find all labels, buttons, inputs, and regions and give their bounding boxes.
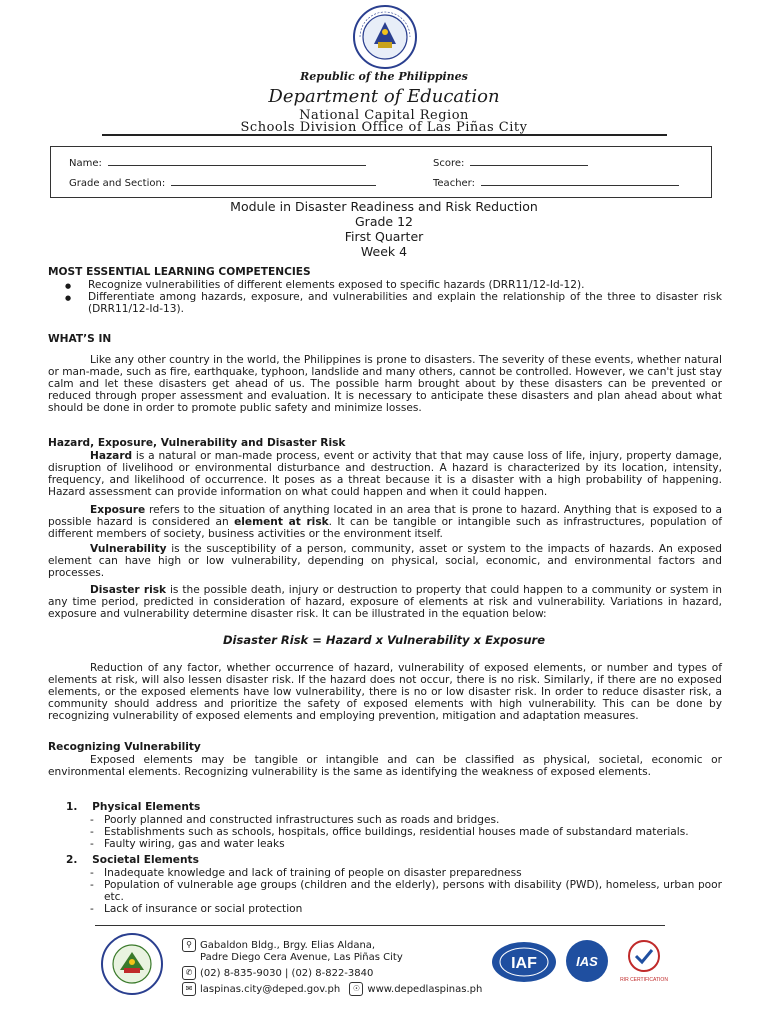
list-item: - Establishments such as schools, hospitals, office buildings, residential houses made of substandard materials. <box>48 826 722 838</box>
ias-logo <box>562 938 612 984</box>
teacher-label: Teacher: <box>433 178 475 189</box>
iaf-label: IAF <box>511 955 537 972</box>
rir-certification-logo <box>618 938 670 984</box>
footer-address <box>182 938 375 952</box>
footer-address-2: Padre Diego Cera Avenue, Las Piñas City <box>200 952 403 963</box>
footer-phone <box>182 966 373 980</box>
grade-title: Grade 12 <box>355 214 413 229</box>
footer-contacts <box>182 982 482 996</box>
grade-section-field[interactable] <box>69 176 376 189</box>
footer-divider <box>95 925 665 926</box>
physical-heading-text: Physical Elements <box>92 801 201 813</box>
teacher-field[interactable] <box>433 176 679 189</box>
list-number: 2. <box>66 854 78 866</box>
student-info-box <box>50 146 712 198</box>
element-at-risk-term: element at risk <box>234 516 329 529</box>
score-label: Score: <box>433 158 465 169</box>
score-field[interactable] <box>433 156 588 169</box>
module-title: Module in Disaster Readiness and Risk Reduction <box>230 199 538 214</box>
exposure-term: Exposure <box>90 504 146 516</box>
score-blank[interactable] <box>470 156 588 166</box>
recognizing-heading: Recognizing Vulnerability <box>48 741 201 753</box>
grade-section-blank[interactable] <box>171 176 376 186</box>
vulnerability-paragraph <box>48 543 722 579</box>
melc-heading: MOST ESSENTIAL LEARNING COMPETENCIES <box>48 266 311 278</box>
disaster-risk-term: Disaster risk <box>90 584 167 596</box>
societal-heading-text: Societal Elements <box>92 854 199 866</box>
melc-list <box>48 279 722 315</box>
iaf-logo <box>490 940 558 984</box>
deped-seal-logo <box>352 4 418 70</box>
list-number: 1. <box>66 801 78 813</box>
physical-elements-list <box>48 814 722 850</box>
week-title: Week 4 <box>360 244 408 259</box>
teacher-blank[interactable] <box>481 176 679 186</box>
disaster-risk-definition: is the possible death, injury or destruction to property that could happen to a community or system in any time period, predicted in consideration of hazard, exposure of elements at risk and vulnerability. Variations in hazard, exposure and vulnerability determine disaster risk. It can be illustrated in the equation below: <box>48 584 722 621</box>
email-icon: ✉ <box>182 982 196 996</box>
list-item: - Poorly planned and constructed infrastructures such as roads and bridges. <box>48 814 722 826</box>
disaster-risk-equation: Disaster Risk = Hazard x Vulnerability x Exposure <box>222 633 545 647</box>
recognizing-paragraph: Exposed elements may be tangible or intangible and can be classified as physical, societal, economic or environmental elements. Recognizing vulnerability is the same as identifying the weakness of exposed elements. <box>48 754 722 779</box>
societal-elements-list <box>48 867 722 915</box>
disaster-risk-paragraph <box>48 584 722 620</box>
melc-item: ● Recognize vulnerabilities of different elements exposed to specific hazards (DRR11/12-Id-12). <box>48 279 722 291</box>
phone-icon: ✆ <box>182 966 196 980</box>
melc-item: ● Differentiate among hazards, exposure, and vulnerabilities and explain the relationship of the three to disaster risk (DRR11/12-Id-13). <box>48 291 722 315</box>
vulnerability-definition: is the susceptibility of a person, community, asset or system to the impacts of hazards. An exposed element can have high or low vulnerability, depending on physical, social, economic, and environmental factors and processes. <box>48 543 722 580</box>
region-heading: National Capital Region <box>299 108 469 123</box>
physical-elements-heading <box>66 801 200 813</box>
hazard-paragraph <box>48 450 722 498</box>
website-link[interactable]: www.depedlaspinas.ph <box>367 984 483 995</box>
globe-icon: ☉ <box>349 982 363 996</box>
header-divider <box>102 134 667 136</box>
ias-label: IAS <box>576 954 598 969</box>
location-icon: ⚲ <box>182 938 196 952</box>
address-line-1: Gabaldon Bldg., Brgy. Elias Aldana, <box>200 940 376 951</box>
list-item: - Population of vulnerable age groups (children and the elderly), persons with disability (PWD), homeless, urban poor etc. <box>48 879 722 903</box>
department-heading: Department of Education <box>268 86 500 107</box>
division-heading: Schools Division Office of Las Piñas City <box>240 120 528 135</box>
reduction-paragraph: Reduction of any factor, whether occurrence of hazard, vulnerability of exposed elements, or number and types of elements at risk, will also lessen disaster risk. If the hazard does not occur, there is no risk. Similarly, if there are no exposed elements, or the exposed elements have low vulnerability, there is no or low disaster risk. In order to reduce disaster risk, a community should address and prioritize the safety of exposed elements with high vulnerability. This can be done by recognizing vulnerability of exposed elements and employing prevention, mitigation and adaptation measures. <box>48 662 722 723</box>
list-item: - Inadequate knowledge and lack of training of people on disaster preparedness <box>48 867 722 879</box>
name-label: Name: <box>69 158 102 169</box>
division-seal-logo <box>100 932 164 996</box>
list-item: - Faulty wiring, gas and water leaks <box>48 838 722 850</box>
exposure-definition-cont: . It can be tangible or intangible such as infrastructures, population of different members of society, business activities or the environment itself. <box>48 516 722 541</box>
quarter-title: First Quarter <box>344 229 424 244</box>
republic-heading: Republic of the Philippines <box>300 70 468 83</box>
name-field[interactable] <box>69 156 366 169</box>
exposure-definition: refers to the situation of anything located in an area that is prone to hazard. Anything that is exposed to a possible hazard is considered an <box>48 504 722 529</box>
whats-in-heading: WHAT’S IN <box>48 333 112 345</box>
societal-elements-heading <box>66 854 199 866</box>
hazard-term: Hazard <box>90 450 133 462</box>
rir-label: RIR CERTIFICATION <box>620 977 668 983</box>
exposure-paragraph <box>48 504 722 540</box>
hevdr-heading: Hazard, Exposure, Vulnerability and Disaster Risk <box>48 437 346 449</box>
phone-numbers: (02) 8-835-9030 | (02) 8-822-3840 <box>200 968 374 979</box>
email-link[interactable]: laspinas.city@deped.gov.ph <box>200 984 341 995</box>
hazard-definition: is a natural or man-made process, event or activity that that may cause loss of life, injury, property damage, disruption of livelihood or environmental disturbance and destruction. A hazard is characterized by its location, intensity, frequency, and likelihood of occurrence. It poses as a threat because it is a disaster with a high probability of happening. Hazard assessment can provide information on what could happen and when it could happen. <box>48 450 722 499</box>
list-item: - Lack of insurance or social protection <box>48 903 722 915</box>
name-blank[interactable] <box>108 156 366 166</box>
whats-in-paragraph: Like any other country in the world, the Philippines is prone to disasters. The severity of these events, whether natural or man-made, such as fire, earthquake, typhoon, landslide and many others, cannot be controlled. However, we can't just stay calm and let these disasters get ahead of us. The possible harm brought about by these disasters can be prevented or reduced through proper assessment and evaluation. It is necessary to anticipate these disasters and plan ahead about what should be done in order to promote public safety and minimize losses. <box>48 354 722 415</box>
vulnerability-term: Vulnerability <box>90 543 167 555</box>
grade-section-label: Grade and Section: <box>69 178 166 189</box>
